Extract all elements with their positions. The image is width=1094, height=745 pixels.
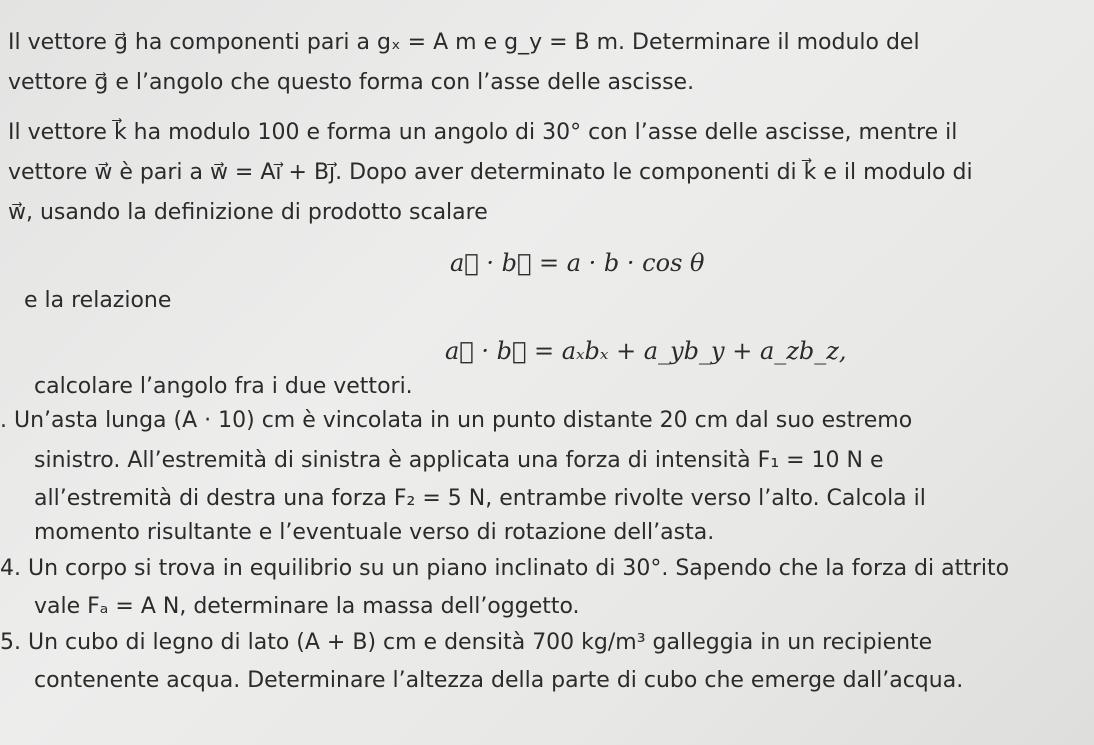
text-line-7: e la relazione <box>24 288 172 313</box>
text-line-15: vale Fₐ = A N, determinare la massa dell’oggetto. <box>34 594 580 619</box>
text-line-9: calcolare l’angolo fra i due vettori. <box>34 374 413 399</box>
text-line-3: Il vettore k⃗ ha modulo 100 e forma un angolo di 30° con l’asse delle ascisse, mentre il <box>8 120 958 145</box>
text-line-2: vettore g⃗ e l’angolo che questo forma con l’asse delle ascisse. <box>8 70 695 95</box>
formula-dot-product-components: a⃗ · b⃗ = aₓbₓ + a_yb_y + a_zb_z, <box>445 337 847 365</box>
text-line-17: contenente acqua. Determinare l’altezza della parte di cubo che emerge dall’acqua. <box>34 668 964 693</box>
text-line-16: 5. Un cubo di legno di lato (A + B) cm e densità 700 kg/m³ galleggia in un recipiente <box>0 630 933 655</box>
formula-dot-product-definition: a⃗ · b⃗ = a · b · cos θ <box>450 249 705 277</box>
text-line-4: vettore w⃗ è pari a w⃗ = Aı⃗ + Bȷ⃗. Dopo aver determinato le componenti di k⃗ e il modulo di <box>8 160 973 185</box>
text-line-10: . Un’asta lunga (A · 10) cm è vincolata in un punto distante 20 cm dal suo estremo <box>0 408 913 433</box>
text-line-12: all’estremità di destra una forza F₂ = 5 N, entrambe rivolte verso l’alto. Calcola il <box>34 486 926 511</box>
text-line-14: 4. Un corpo si trova in equilibrio su un piano inclinato di 30°. Sapendo che la forza di attrito <box>0 556 1010 581</box>
text-line-5: w⃗, usando la definizione di prodotto scalare <box>8 200 488 225</box>
text-line-11: sinistro. All’estremità di sinistra è applicata una forza di intensità F₁ = 10 N e <box>34 448 884 473</box>
text-line-13: momento risultante e l’eventuale verso di rotazione dell’asta. <box>34 520 715 545</box>
text-line-1: Il vettore g⃗ ha componenti pari a gₓ = A m e g_y = B m. Determinare il modulo del <box>8 30 920 55</box>
